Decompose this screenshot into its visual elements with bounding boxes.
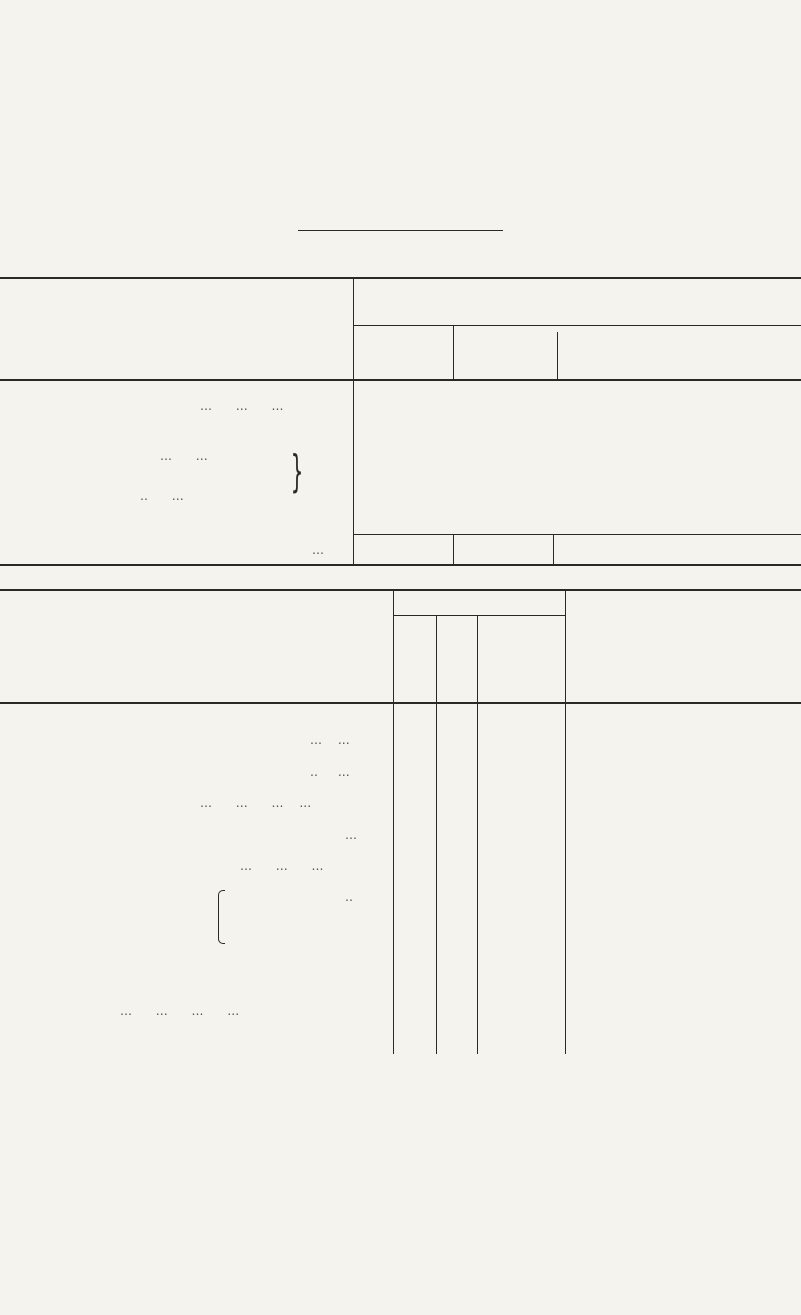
leader-dots: ... ... ... ... [200,795,312,810]
table2-head-rule [0,702,801,704]
t1-vline-a3 [353,534,354,564]
leader-dots: ... [312,542,324,557]
leader-dots: ... ... [310,732,350,747]
leader-dots: .. ... [310,764,350,779]
t1-vline-a2 [353,381,354,541]
heading-rule [298,230,503,231]
number-of-rule [353,325,801,326]
leader-dots: ... ... ... [240,858,324,873]
t2-vline-b [436,616,437,702]
table1-bottom-rule [0,564,801,566]
leader-dots: ... ... ... ... [120,1003,240,1018]
leader-dots: .. [345,889,353,904]
leader-dots: ... ... ... [200,398,284,413]
t2-vline-c [477,616,478,702]
defects-rule [393,615,565,616]
t1-vline-b3 [453,534,454,564]
t1-vline-c3 [553,534,554,564]
t2-vline-d [565,591,566,702]
leader-dots: ... ... [160,448,208,463]
leader-dots: .. ... [140,488,184,503]
total-rule [353,534,801,535]
table1-top-rule [0,277,801,279]
t1-vline-b [453,326,454,379]
table2-top-rule [0,589,801,591]
t2-body-vline-a [393,704,394,1054]
leader-dots: ... [345,827,357,842]
t2-body-vline-b [436,704,437,1054]
t2-vline-a [393,591,394,702]
table1-head-rule [0,379,801,381]
brace-icon: } [290,446,304,497]
t2-body-vline-d [565,704,566,1054]
t2-body-vline-c [477,704,478,1054]
t1-vline-c [557,332,558,379]
t1-vline-a [353,279,354,379]
bracket-icon [218,890,225,944]
